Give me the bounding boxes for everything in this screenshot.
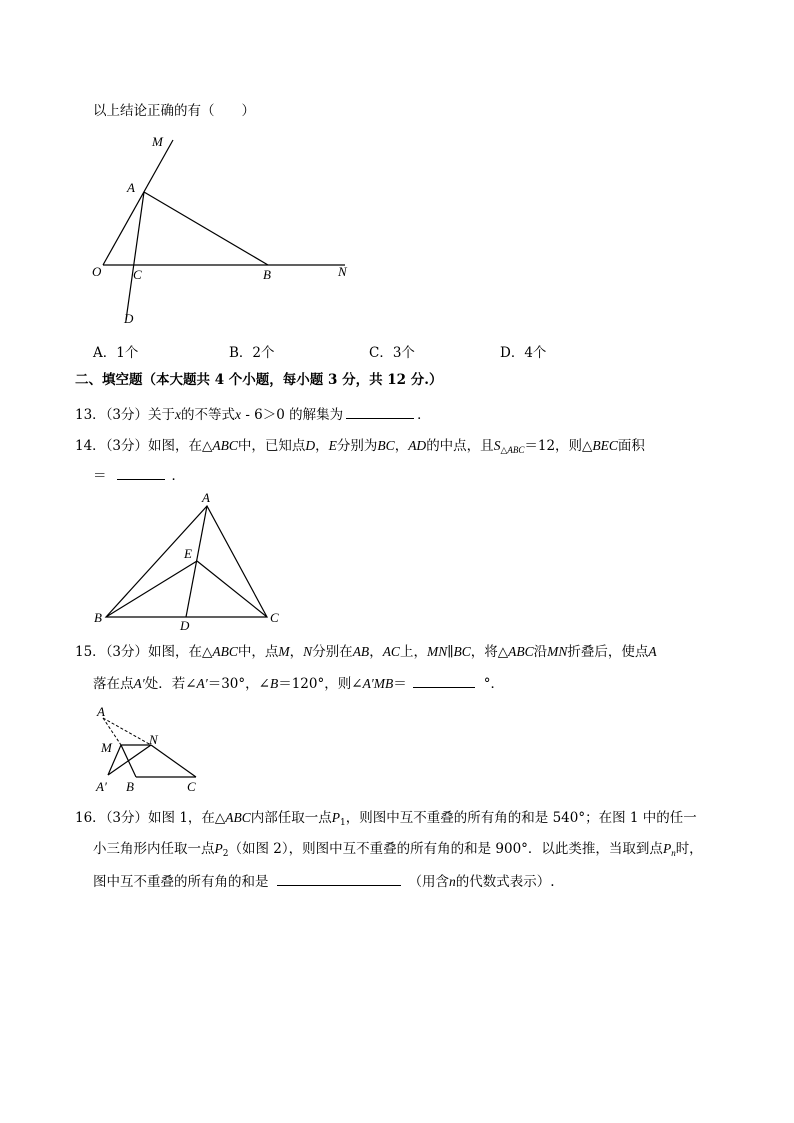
- q12-question-tail: 以上结论正确的有（ ）: [93, 103, 255, 119]
- label-A: A: [127, 180, 135, 195]
- q15-m: M: [278, 644, 290, 659]
- label-N: N: [149, 732, 158, 747]
- q16-sub1: 1: [340, 818, 346, 828]
- segment-BE: [106, 561, 197, 617]
- q12-option-b: B．2个: [229, 345, 275, 361]
- q15-text4: 上，: [399, 644, 427, 660]
- q15-end: °．: [483, 676, 505, 692]
- q16-line2-c: 时，: [675, 841, 703, 857]
- triangle-ABC: [106, 506, 267, 617]
- q15-line1: [75, 643, 657, 661]
- q16-sub2: 2: [222, 849, 229, 859]
- q15-text: 如图，在△: [148, 644, 213, 660]
- q14-text5: ＝12，则△: [524, 438, 593, 454]
- segment-CE: [197, 561, 267, 617]
- label-A: A: [202, 490, 210, 505]
- q16-text3: ，则图中互不重叠的所有角的和是 540°；在图 1 中的任一: [345, 810, 697, 826]
- q14-text6: 面积: [617, 438, 645, 454]
- q12-figure: [85, 128, 365, 328]
- q14-score: （3分）: [105, 438, 149, 454]
- q14-text3: 分别为: [336, 438, 378, 454]
- q16-p: P: [331, 810, 341, 825]
- q16-number: 16．: [75, 810, 106, 826]
- label-B: B: [94, 610, 102, 625]
- q15-line2-c: ＝30°，∠: [207, 676, 270, 692]
- q15-a-prime: A′: [133, 676, 145, 691]
- q16-text: 如图 1，在△: [148, 810, 226, 826]
- q15-score: （3分）: [105, 644, 149, 660]
- q13-expr: - 6＞0 的解集为: [241, 407, 344, 423]
- q14-line1: [75, 437, 645, 459]
- q14-text4: 的中点，且: [426, 438, 494, 454]
- label-A-prime: A′: [96, 779, 107, 794]
- q15-text6: 沿: [533, 644, 548, 660]
- q16-pn: P: [662, 841, 672, 856]
- q12-option-a: A．1个: [93, 345, 139, 361]
- q15-mn2: MN: [547, 644, 568, 659]
- q15-line2-a: 落在点: [93, 676, 134, 692]
- q13-answer-blank[interactable]: [346, 405, 414, 419]
- label-B: B: [126, 779, 134, 794]
- segment-NC: [151, 745, 196, 777]
- segment-AD: [126, 192, 144, 320]
- section-heading: 二、填空题（本大题共 4 个小题，每小题 3 分，共 12 分.）: [75, 372, 443, 388]
- q14-text: 如图，在△: [148, 438, 213, 454]
- q14-answer-blank[interactable]: [117, 466, 165, 480]
- q14-number: 14．: [75, 438, 106, 454]
- q12-option-d: D．4个: [500, 345, 547, 361]
- q15-line2: [93, 674, 504, 693]
- q14-abc: ABC: [212, 438, 238, 453]
- label-C: C: [133, 267, 142, 282]
- q14-text2: 中，已知点: [237, 438, 306, 454]
- q15-abc: ABC: [212, 644, 238, 659]
- q15-text5: ，将△: [470, 644, 509, 660]
- q14-comma2: ，: [394, 438, 409, 454]
- q14-end: ．: [171, 468, 185, 484]
- q16-line3-a: 图中互不重叠的所有角的和是: [93, 874, 269, 890]
- q14-e: E: [328, 438, 337, 453]
- q15-mn: MN: [426, 644, 448, 659]
- label-D: D: [124, 311, 134, 326]
- q16-answer-blank[interactable]: [277, 872, 401, 886]
- q15-figure: [92, 702, 207, 797]
- q16-n: n: [449, 874, 456, 889]
- q15-n: N: [303, 644, 313, 659]
- q15-line2-b: 处．若∠: [144, 676, 197, 692]
- q14-figure: [92, 488, 287, 633]
- q14-comma: ，: [315, 438, 329, 454]
- q16-subn: n: [671, 848, 676, 858]
- q14-sub: △ABC: [500, 445, 525, 455]
- q15-parallel: ∥: [447, 644, 454, 660]
- label-E: E: [184, 546, 192, 561]
- q15-abc2: ABC: [508, 644, 534, 659]
- q15-text7: 折叠后，使点: [567, 644, 649, 660]
- label-B: B: [263, 267, 271, 282]
- q16-text2: 内部任取一点: [250, 810, 332, 826]
- segment-AB: [144, 192, 268, 265]
- q14-eq: ＝: [93, 468, 107, 484]
- q13-text: 关于: [148, 407, 176, 423]
- q16-abc: ABC: [225, 810, 251, 825]
- q15-a: A: [648, 644, 657, 659]
- q15-a-prime3: A′: [362, 676, 374, 691]
- label-D: D: [180, 618, 190, 633]
- q13-score: （3分）: [105, 407, 149, 423]
- q15-number: 15．: [75, 644, 106, 660]
- q16-line2: [93, 840, 703, 863]
- q15-ab: AB: [352, 644, 370, 659]
- q15-ac: AC: [382, 644, 400, 659]
- q15-text2: 中，点: [237, 644, 279, 660]
- q16-line3-c: 的代数式表示）.: [455, 874, 555, 890]
- q16-line2-a: 小三角形内任取一点: [93, 841, 215, 857]
- q14-line2: [93, 466, 185, 485]
- label-M: M: [101, 740, 112, 755]
- label-M: M: [152, 134, 163, 149]
- q16-line1: [75, 809, 697, 832]
- q14-bc: BC: [377, 438, 395, 453]
- label-N: N: [338, 264, 347, 279]
- q16-line3-b: （用含: [408, 874, 449, 890]
- label-C: C: [187, 779, 196, 794]
- q15-answer-blank[interactable]: [413, 674, 475, 688]
- q15-mb: MB: [373, 676, 394, 691]
- q13-end: ．: [417, 407, 431, 423]
- q16-line3: [93, 872, 555, 891]
- q15-bc: BC: [453, 644, 471, 659]
- q15-line2-e: ＝: [393, 676, 407, 692]
- q13-text2: 的不等式: [181, 407, 236, 423]
- label-A: A: [97, 704, 105, 719]
- q16-line2-b: （如图 2），则图中互不重叠的所有角的和是 900°．以此类推，当取到点: [228, 841, 663, 857]
- q15-comma2: ，: [369, 644, 383, 660]
- q13-expr-var: x: [235, 407, 242, 422]
- q13-var: x: [175, 407, 182, 422]
- label-C: C: [270, 610, 279, 625]
- q16-score: （3分）: [105, 810, 149, 826]
- q13: [75, 405, 431, 424]
- q14-s: S: [493, 438, 501, 453]
- q14-bec: BEC: [592, 438, 618, 453]
- q15-b: B: [269, 676, 279, 691]
- q15-line2-d: ＝120°，则∠: [278, 676, 363, 692]
- q13-number: 13．: [75, 407, 106, 423]
- q15-a-prime2: A′: [196, 676, 208, 691]
- q14-ad: AD: [408, 438, 427, 453]
- q15-comma: ，: [289, 644, 304, 660]
- q14-d: D: [305, 438, 316, 453]
- label-O: O: [92, 264, 102, 279]
- q15-text3: 分别在: [312, 644, 353, 660]
- q16-p2: P: [214, 841, 223, 856]
- q12-option-c: C．3个: [369, 345, 415, 361]
